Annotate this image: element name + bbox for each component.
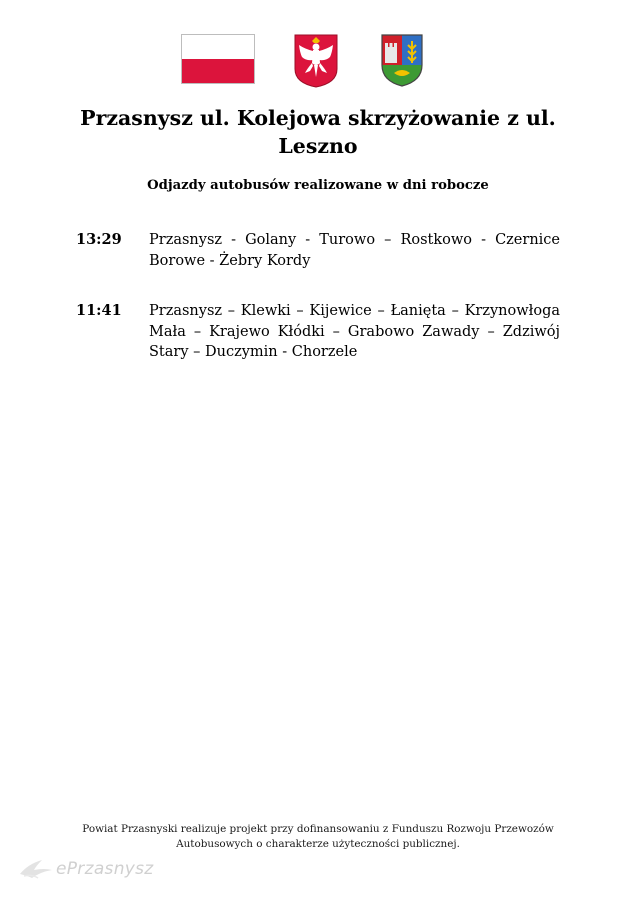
page-subtitle: Odjazdy autobusów realizowane w dni robocze bbox=[147, 178, 489, 193]
departure-time: 13:29 bbox=[76, 231, 122, 248]
polish-flag-icon bbox=[181, 34, 255, 84]
bird-logo-icon bbox=[18, 856, 54, 882]
footer-line-1: Powiat Przasnyski realizuje projekt przy dofinansowaniu z Funduszu Rozwoju Przewozów bbox=[82, 823, 554, 835]
departure-route: Przasnysz - Golany - Turowo – Rostkowo - Czernice Borowe - Żebry Kordy bbox=[149, 232, 560, 269]
watermark-text: ePrzasnysz bbox=[56, 859, 154, 879]
departure-time: 11:41 bbox=[76, 302, 122, 319]
footer-line-2: Autobusowych o charakterze użyteczności publicznej. bbox=[176, 838, 460, 850]
flag-white-stripe bbox=[182, 35, 254, 59]
header-symbols bbox=[0, 33, 636, 89]
funding-footer bbox=[60, 822, 576, 852]
departure-route: Przasnysz – Klewki – Kijewice – Łanięta – Krzynowłoga Mała – Krajewo Kłódki – Grabowo Zawady – Zdziwój Stary – Duczymin - Chorzele bbox=[149, 303, 560, 360]
watermark bbox=[18, 856, 168, 884]
polish-eagle-icon bbox=[293, 33, 339, 88]
flag-red-stripe bbox=[182, 59, 254, 83]
county-coat-of-arms-icon bbox=[380, 33, 424, 88]
page-title: Przasnysz ul. Kolejowa skrzyżowanie z ul. Leszno bbox=[80, 106, 556, 158]
